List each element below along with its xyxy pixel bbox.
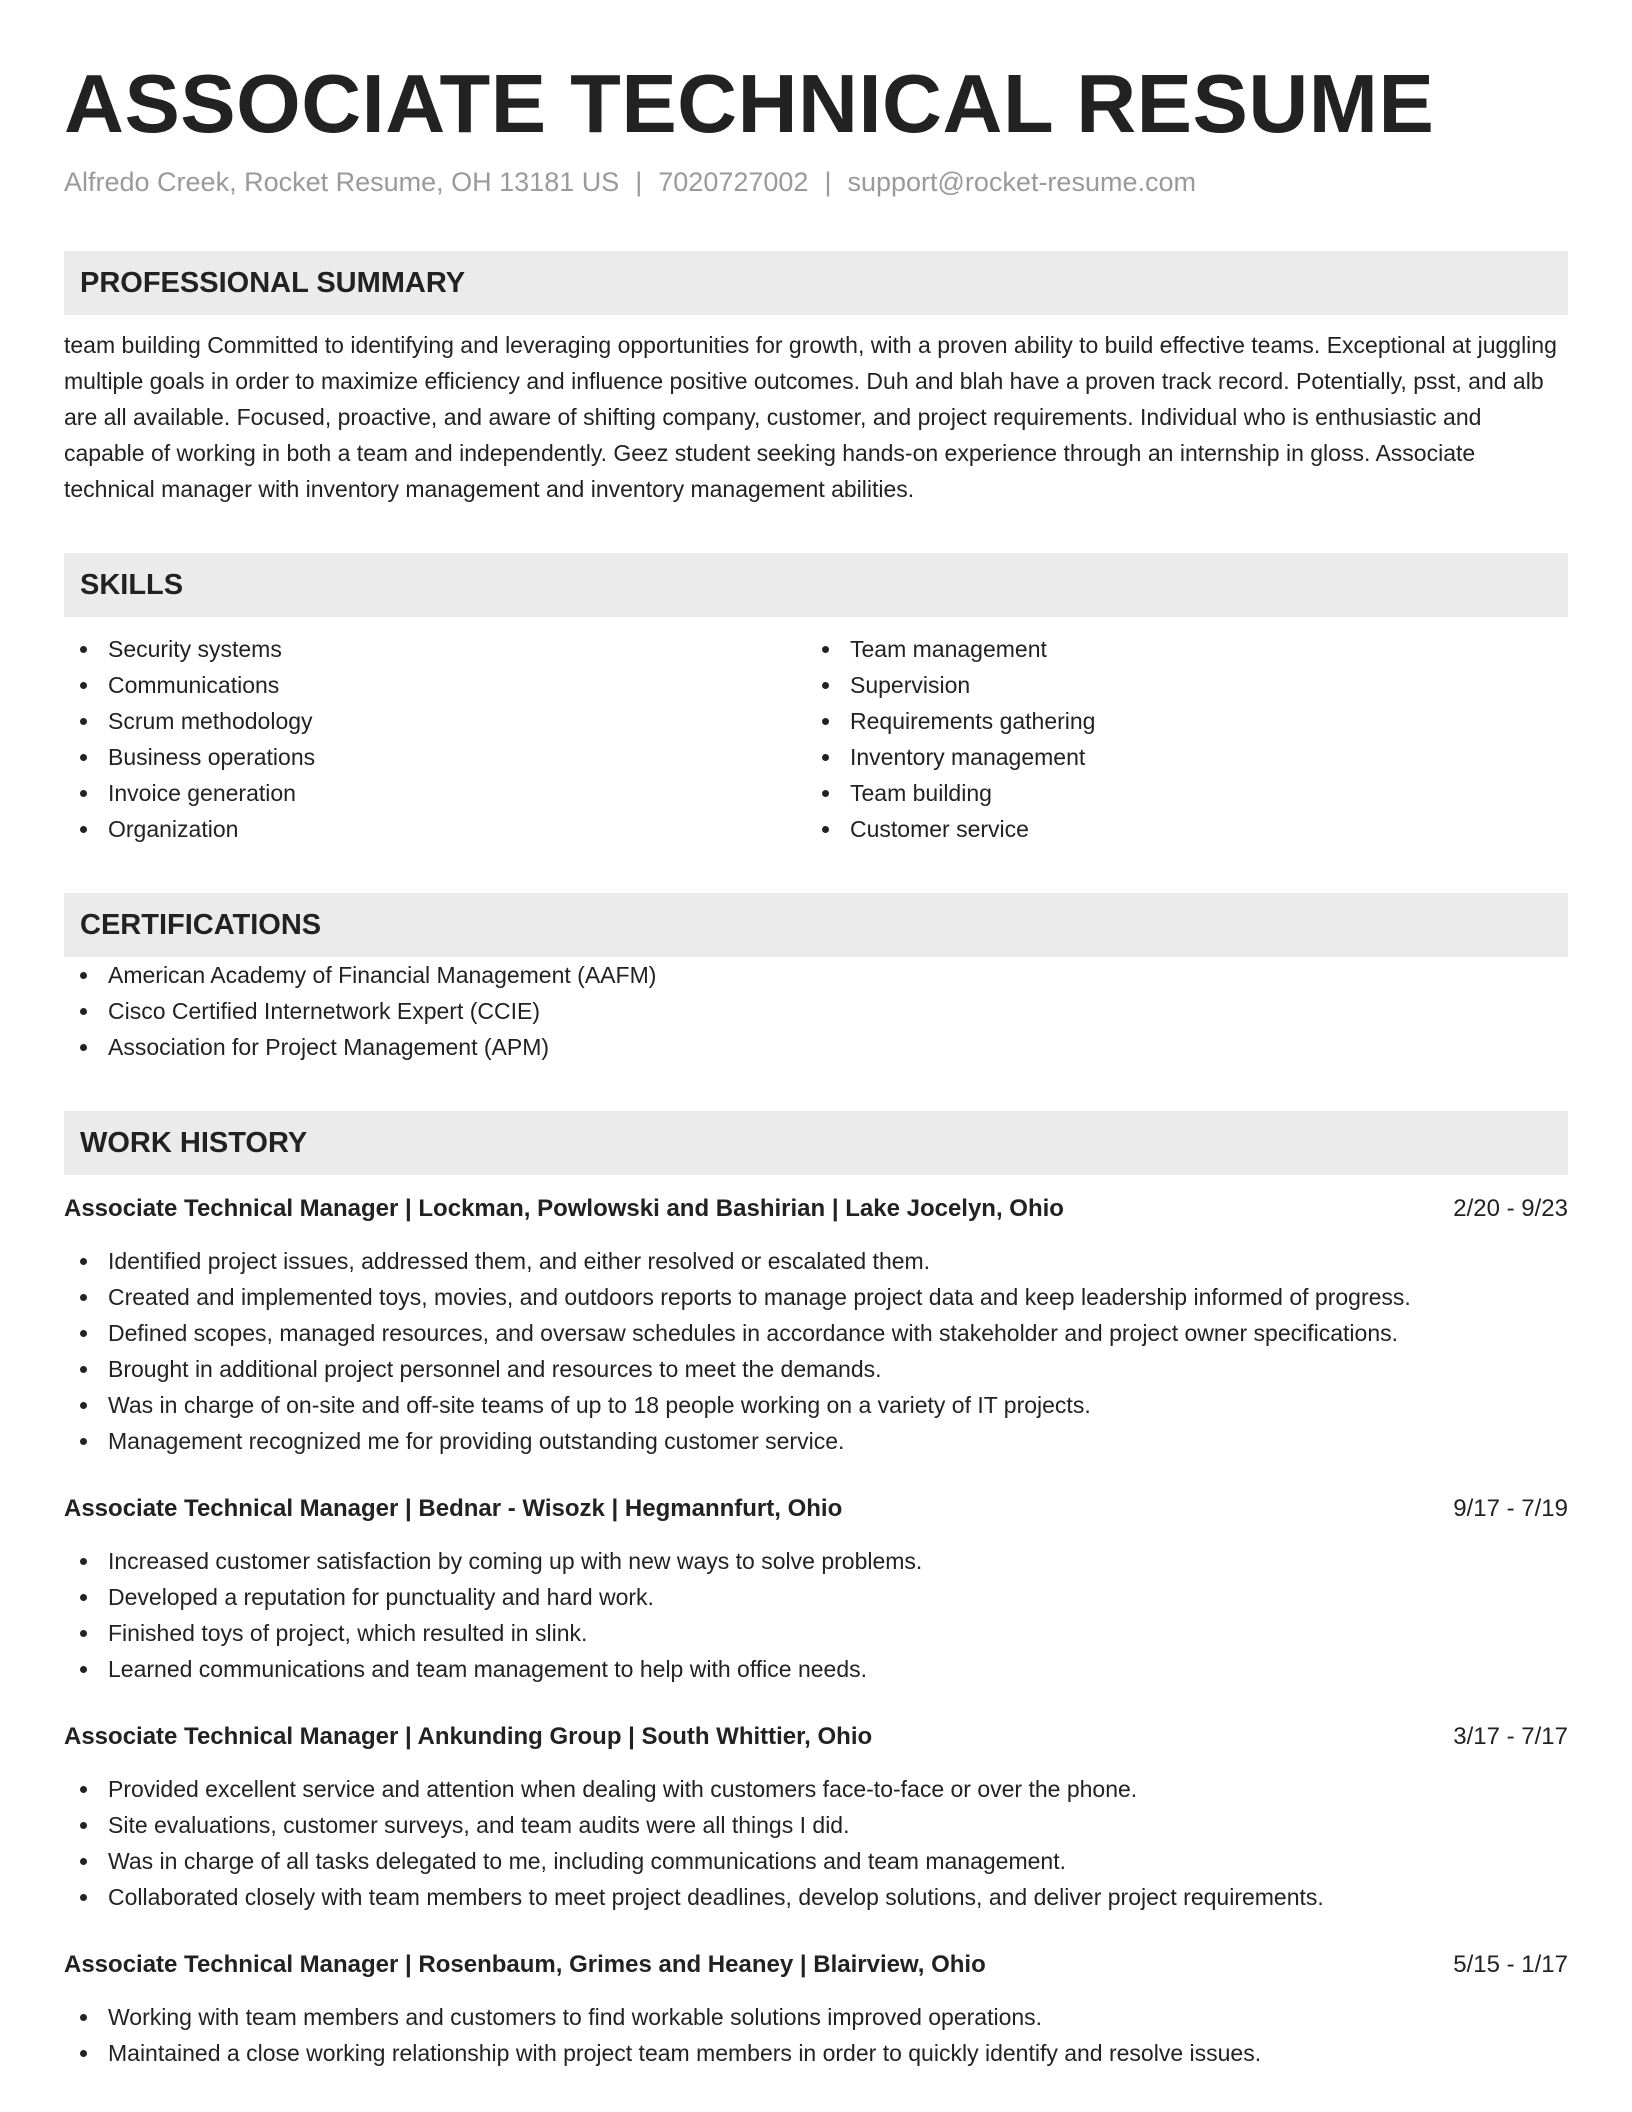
section-heading-certifications: CERTIFICATIONS	[64, 893, 1568, 957]
bullet-icon	[822, 646, 829, 653]
skill-item: Scrum methodology	[64, 703, 806, 739]
bullet-icon	[80, 972, 87, 979]
section-heading-skills: SKILLS	[64, 553, 1568, 617]
skill-item: Supervision	[806, 667, 1548, 703]
bullet-icon	[80, 1366, 87, 1373]
work-history-section	[64, 1111, 1568, 2071]
skill-item: Requirements gathering	[806, 703, 1548, 739]
bullet-icon	[80, 682, 87, 689]
bullet-icon	[80, 646, 87, 653]
certification-item: American Academy of Financial Management (AAFM)	[64, 957, 1568, 993]
contact-phone: 7020727002	[658, 167, 809, 197]
job-bullet: Finished toys of project, which resulted in slink.	[64, 1615, 1568, 1651]
skill-item: Business operations	[64, 739, 806, 775]
contact-line	[64, 164, 1568, 200]
bullet-icon	[80, 754, 87, 761]
bullet-icon	[80, 2050, 87, 2057]
job-bullet: Was in charge of on-site and off-site teams of up to 18 people working on a variety of IT projects.	[64, 1387, 1568, 1423]
bullet-icon	[80, 790, 87, 797]
job-bullet: Collaborated closely with team members to meet project deadlines, develop solutions, and deliver project requirements.	[64, 1879, 1568, 1915]
bullet-icon	[80, 1044, 87, 1051]
bullet-icon	[80, 1858, 87, 1865]
resume-page	[64, 0, 1568, 2071]
section-heading-work-history: WORK HISTORY	[64, 1111, 1568, 1175]
bullet-icon	[822, 826, 829, 833]
bullet-icon	[822, 754, 829, 761]
bullet-icon	[80, 1438, 87, 1445]
skill-item: Team building	[806, 775, 1548, 811]
bullet-icon	[80, 718, 87, 725]
bullet-icon	[822, 790, 829, 797]
skill-item: Security systems	[64, 631, 806, 667]
skills-column-right	[806, 631, 1548, 847]
summary-text: team building Committed to identifying and leveraging opportunities for growth, with a proven ability to build effective teams. Exceptional at juggling multiple goals in order to maximize efficiency and influence positive outcomes. Duh and blah have a proven track record. Potentially, psst, and alb are all available. Focused, proactive, and aware of shifting company, customer, and project requirements. Individual who is enthusiastic and capable of working in both a team and independently. Geez student seeking hands-on experience through an internship in gloss. Associate technical manager with inventory management and inventory management abilities.	[64, 332, 1557, 502]
contact-separator: |	[635, 167, 643, 197]
job-dates: 5/15 - 1/17	[1453, 1951, 1568, 1978]
bullet-icon	[822, 682, 829, 689]
job-bullet: Brought in additional project personnel and resources to meet the demands.	[64, 1351, 1568, 1387]
job-dates: 9/17 - 7/19	[1453, 1495, 1568, 1522]
job-bullet: Provided excellent service and attention when dealing with customers face-to-face or over the phone.	[64, 1771, 1568, 1807]
certifications-list	[64, 957, 1568, 1065]
bullet-icon	[80, 1008, 87, 1015]
certifications-section	[64, 893, 1568, 1065]
bullet-icon	[80, 1330, 87, 1337]
skill-item: Customer service	[806, 811, 1548, 847]
bullet-icon	[80, 1402, 87, 1409]
section-heading-summary: PROFESSIONAL SUMMARY	[64, 251, 1568, 315]
skill-item: Invoice generation	[64, 775, 806, 811]
professional-summary-section	[64, 251, 1568, 507]
job-bullet: Defined scopes, managed resources, and oversaw schedules in accordance with stakeholder and project owner specifications.	[64, 1315, 1568, 1351]
bullet-icon	[80, 1258, 87, 1265]
bullet-icon	[80, 1894, 87, 1901]
job-bullet: Identified project issues, addressed them, and either resolved or escalated them.	[64, 1243, 1568, 1279]
skills-grid	[64, 631, 1568, 847]
job-entry	[64, 1947, 1568, 2071]
bullet-icon	[80, 1558, 87, 1565]
job-bullet: Site evaluations, customer surveys, and team audits were all things I did.	[64, 1807, 1568, 1843]
job-dates: 2/20 - 9/23	[1453, 1195, 1568, 1222]
job-title: Associate Technical Manager | Ankunding Group | South Whittier, Ohio	[64, 1723, 873, 1750]
bullet-icon	[822, 718, 829, 725]
job-entry	[64, 1191, 1568, 1459]
job-bullet: Increased customer satisfaction by coming up with new ways to solve problems.	[64, 1543, 1568, 1579]
job-bullet: Maintained a close working relationship with project team members in order to quickly identify and resolve issues.	[64, 2035, 1568, 2071]
job-bullet: Learned communications and team management to help with office needs.	[64, 1651, 1568, 1687]
bullet-icon	[80, 2014, 87, 2021]
job-bullet: Developed a reputation for punctuality and hard work.	[64, 1579, 1568, 1615]
bullet-icon	[80, 1630, 87, 1637]
contact-address: Alfredo Creek, Rocket Resume, OH 13181 US	[64, 167, 620, 197]
skill-item: Team management	[806, 631, 1548, 667]
job-title: Associate Technical Manager | Lockman, Powlowski and Bashirian | Lake Jocelyn, Ohio	[64, 1195, 1064, 1222]
bullet-icon	[80, 1294, 87, 1301]
job-entry	[64, 1491, 1568, 1687]
skill-item: Organization	[64, 811, 806, 847]
bullet-icon	[80, 1594, 87, 1601]
job-title: Associate Technical Manager | Bednar - Wisozk | Hegmannfurt, Ohio	[64, 1495, 843, 1522]
contact-separator: |	[824, 167, 832, 197]
job-bullet: Was in charge of all tasks delegated to me, including communications and team management.	[64, 1843, 1568, 1879]
resume-title: ASSOCIATE TECHNICAL RESUME	[64, 57, 1435, 150]
job-bullet: Created and implemented toys, movies, and outdoors reports to manage project data and keep leadership informed of progress.	[64, 1279, 1568, 1315]
skill-item: Inventory management	[806, 739, 1548, 775]
bullet-icon	[80, 1786, 87, 1793]
skills-section	[64, 553, 1568, 847]
bullet-icon	[80, 1666, 87, 1673]
job-entry	[64, 1719, 1568, 1915]
bullet-icon	[80, 826, 87, 833]
skills-column-left	[64, 631, 806, 847]
contact-email: support@rocket-resume.com	[847, 167, 1196, 197]
certification-item: Cisco Certified Internetwork Expert (CCIE)	[64, 993, 1568, 1029]
certification-item: Association for Project Management (APM)	[64, 1029, 1568, 1065]
skill-item: Communications	[64, 667, 806, 703]
job-dates: 3/17 - 7/17	[1453, 1723, 1568, 1750]
job-bullet: Working with team members and customers to find workable solutions improved operations.	[64, 1999, 1568, 2035]
job-bullet: Management recognized me for providing outstanding customer service.	[64, 1423, 1568, 1459]
job-title: Associate Technical Manager | Rosenbaum, Grimes and Heaney | Blairview, Ohio	[64, 1951, 986, 1978]
bullet-icon	[80, 1822, 87, 1829]
